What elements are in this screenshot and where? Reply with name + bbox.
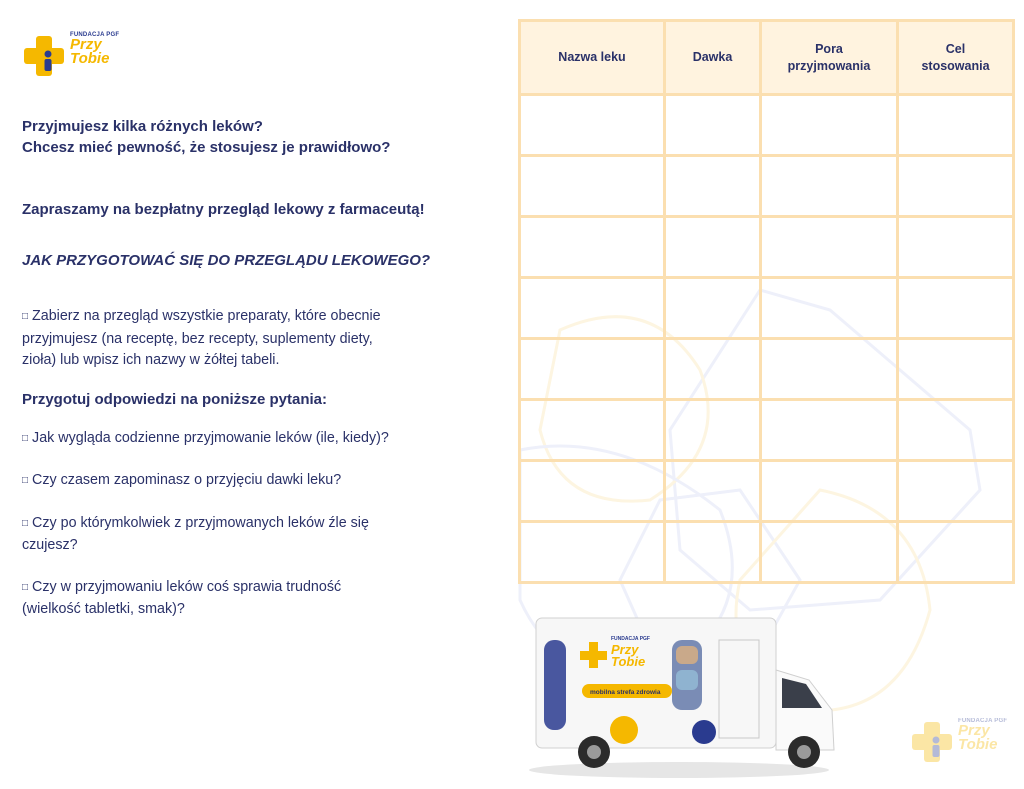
cell-dose[interactable]	[665, 278, 761, 339]
cell-dose[interactable]	[665, 400, 761, 461]
cell-purpose[interactable]	[898, 400, 1014, 461]
cell-time[interactable]	[761, 522, 898, 583]
cell-purpose[interactable]	[898, 95, 1014, 156]
table-row	[520, 156, 1014, 217]
cross-person-icon	[22, 34, 66, 78]
question-3-line-2: czujesz?	[22, 537, 78, 553]
col-header-name: Nazwa leku	[520, 21, 665, 95]
cell-name[interactable]	[520, 339, 665, 400]
prep-item-line-2: przyjmujesz (na receptę, bez recepty, suplementy diety,	[22, 330, 373, 347]
cell-name[interactable]	[520, 461, 665, 522]
cell-time[interactable]	[761, 400, 898, 461]
table-row	[520, 522, 1014, 583]
cell-purpose[interactable]	[898, 339, 1014, 400]
question-4-line-1: □ Czy w przyjmowaniu leków coś sprawia trudność	[22, 578, 342, 595]
cell-name[interactable]	[520, 400, 665, 461]
watermark-line1: Przy	[958, 722, 990, 739]
table-row	[520, 339, 1014, 400]
table-row	[520, 461, 1014, 522]
prep-item-line-3: zioła) lub wpisz ich nazwy w żółtej tabeli.	[22, 352, 280, 368]
cell-purpose[interactable]	[898, 461, 1014, 522]
watermark-line2: Tobie	[958, 736, 998, 753]
cell-name[interactable]	[520, 522, 665, 583]
cell-time[interactable]	[761, 156, 898, 217]
logo-org: FUNDACJA PGF	[70, 32, 120, 38]
cell-time[interactable]	[761, 339, 898, 400]
question-2: □ Czy czasem zapominasz o przyjęciu dawki leku?	[22, 472, 342, 488]
intro-line-2: Chcesz mieć pewność, że stosujesz je prawidłowo?	[22, 139, 391, 156]
checkbox-icon: □	[22, 432, 29, 444]
cell-name[interactable]	[520, 278, 665, 339]
info-column	[22, 116, 492, 621]
cell-name[interactable]	[520, 217, 665, 278]
cell-purpose[interactable]	[898, 522, 1014, 583]
cell-dose[interactable]	[665, 156, 761, 217]
cell-purpose[interactable]	[898, 217, 1014, 278]
cell-dose[interactable]	[665, 461, 761, 522]
cell-time[interactable]	[761, 95, 898, 156]
col-header-dose: Dawka	[665, 21, 761, 95]
cell-dose[interactable]	[665, 339, 761, 400]
table-row	[520, 95, 1014, 156]
cell-dose[interactable]	[665, 217, 761, 278]
mobile-health-van-image	[514, 610, 844, 780]
cell-purpose[interactable]	[898, 156, 1014, 217]
watermark-logo	[910, 720, 1007, 764]
cell-time[interactable]	[761, 217, 898, 278]
checkbox-icon: □	[22, 581, 29, 593]
table-header-row	[520, 21, 1014, 95]
checkbox-icon: □	[22, 475, 29, 486]
logo-line2: Tobie	[70, 50, 110, 67]
question-4-line-2: (wielkość tabletki, smak)?	[22, 601, 185, 617]
cell-name[interactable]	[520, 156, 665, 217]
cell-dose[interactable]	[665, 95, 761, 156]
logo-line1: Przy	[70, 36, 102, 53]
cell-purpose[interactable]	[898, 278, 1014, 339]
question-3-line-1: □ Czy po którymkolwiek z przyjmowanych leków źle się	[22, 514, 369, 531]
invitation-text: Zapraszamy na bezpłatny przegląd lekowy z farmaceutą!	[22, 201, 425, 218]
questions-heading: Przygotuj odpowiedzi na poniższe pytania:	[22, 390, 328, 408]
checkbox-icon: □	[22, 311, 29, 322]
cross-person-icon	[910, 720, 954, 764]
cell-name[interactable]	[520, 95, 665, 156]
van-banner: mobilna strefa zdrowia	[590, 689, 661, 696]
van-logo-line2: Tobie	[611, 654, 646, 669]
col-header-purpose: Cel stosowania	[898, 21, 1014, 95]
table-row	[520, 217, 1014, 278]
prep-item-line-1: □ Zabierz na przegląd wszystkie preparaty, które obecnie	[22, 308, 381, 324]
medication-table	[518, 19, 1015, 584]
col-header-time: Pora przyjmowania	[761, 21, 898, 95]
van-logo-line1: Przy	[611, 642, 639, 657]
table-row	[520, 278, 1014, 339]
van-logo-org: FUNDACJA PGF	[611, 636, 650, 642]
question-1: □ Jak wygląda codzienne przyjmowanie leków (ile, kiedy)?	[22, 429, 389, 446]
checkbox-icon: □	[22, 517, 29, 529]
cell-time[interactable]	[761, 278, 898, 339]
watermark-org: FUNDACJA PGF	[958, 718, 1008, 724]
intro-line-1: Przyjmujesz kilka różnych leków?	[22, 118, 263, 135]
cell-time[interactable]	[761, 461, 898, 522]
table-row	[520, 400, 1014, 461]
preparation-heading: JAK PRZYGOTOWAĆ SIĘ DO PRZEGLĄDU LEKOWEGO?	[22, 252, 431, 269]
foundation-logo	[22, 34, 119, 78]
cell-dose[interactable]	[665, 522, 761, 583]
